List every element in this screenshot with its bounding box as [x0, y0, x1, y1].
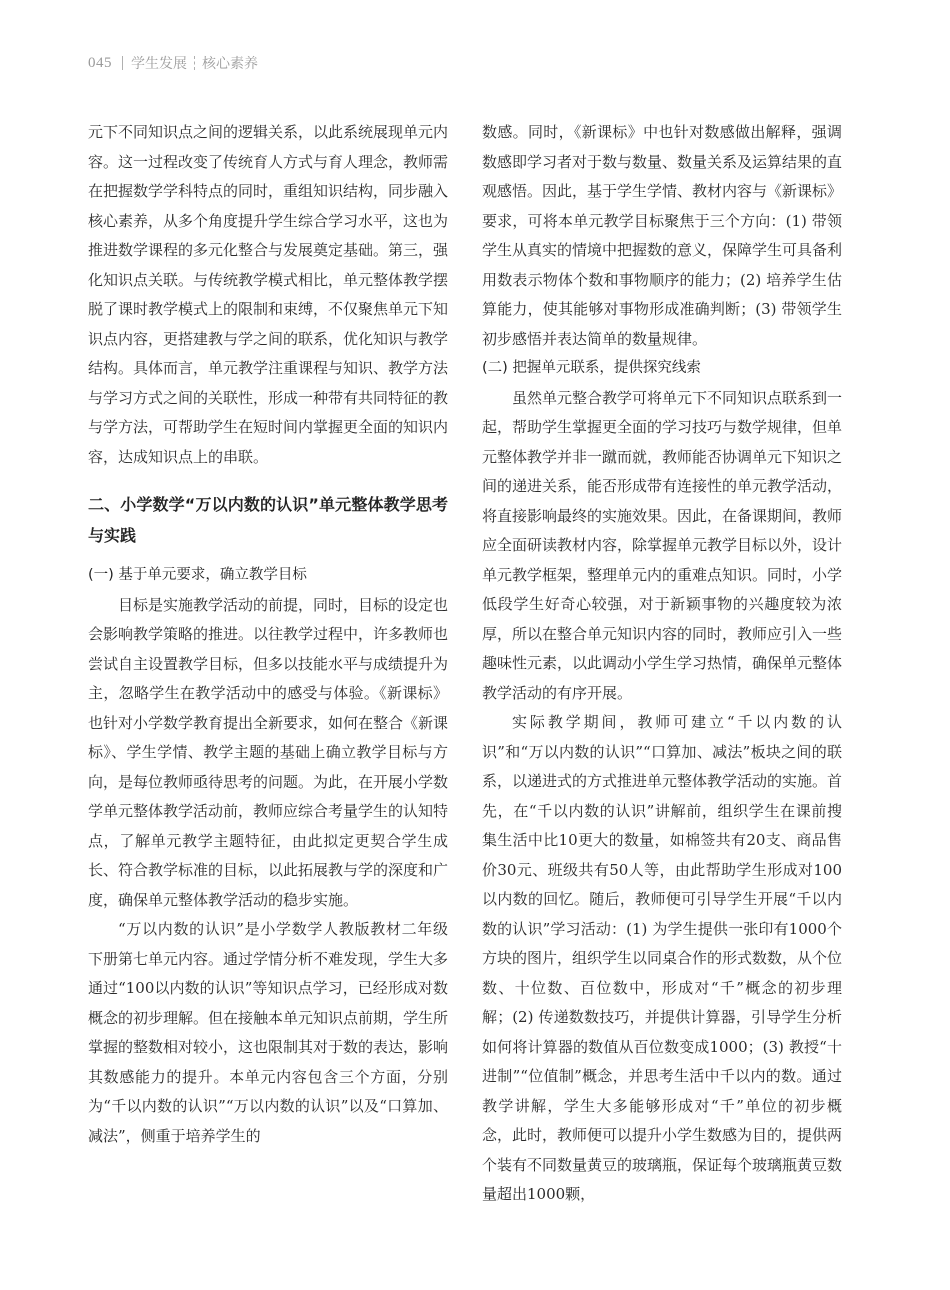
header-dashed-divider [194, 56, 195, 70]
right-paragraph-2: 虽然单元整合教学可将单元下不同知识点联系到一起，帮助学生掌握更全面的学习技巧与数学规律，但单元整体教学并非一蹴而就，教师能否协调单元下知识之间的递进关系，能否形成带有连接性的单元教学活动，将直接影响最终的实施效果。因此，在备课期间，教师应全面研读教材内容，除掌握单元教学目标以外，设计单元教学框架，整理单元内的重难点知识。同时，小学低段学生好奇心较强，对于新颖事物的兴趣度较为浓厚，所以在整合单元知识内容的同时，教师应引入一些趣味性元素，以此调动小学生学习热情，确保单元整体教学活动的有序开展。 [482, 388, 843, 702]
right-paragraph-3: 实际教学期间，教师可建立“千以内数的认识”和“万以内数的认识”“口算加、减法”板块之间的联系，以递进式的方式推进单元整体教学活动的实施。首先，在“千以内数的认识”讲解前，组织学生在课前搜集生活中比10更大的数量，如棉签共有20支、商品售价30元、班级共有50人等，由此帮助学生形成对100以内数的回忆。随后，教师便可引导学生开展“千以内数的认识”学习活动：(1) 为学生提供一张印有1000个方块的图片，组织学生以同桌合作的形式数数，从个位数、十位数、百位数中，形成对“千”概念的初步理解；(2) 传递数数技巧，并提供计算器，引导学生分析如何将计算器的数值从百位数变成1000；(3) 教授“十进制”“位值制”概念，并思考生活中千以内的数。通过教学讲解，学生大多能够形成对“千”单位的初步概念，此时，教师便可以提升小学生数感为目的，提供两个装有不同数量黄豆的玻璃瓶，保证每个玻璃瓶黄豆数量超出1000颗， [482, 713, 843, 1203]
left-paragraph-3: “万以内数的认识”是小学数学人教版教材二年级下册第七单元内容。通过学情分析不难发现，学生大多通过“100以内数的认识”等知识点学习，已经形成对数概念的初步理解。但在接触本单元知识点前期，学生所掌握的整数相对较小，这也限制其对于数的表达，影响其数感能力的提升。本单元内容包含三个方面，分别为“千以内数的认识”“万以内数的认识”以及“口算加、减法”，侧重于培养学生的 [88, 920, 449, 1145]
right-paragraph-1: 数感。同时，《新课标》中也针对数感做出解释，强调数感即学习者对于数与数量、数量关系及运算结果的直观感悟。因此，基于学生学情、教材内容与《新课标》要求，可将本单元教学目标聚焦于三个方向：(1) 带领学生从真实的情境中把握数的意义，保障学生可具备利用数表示物体个数和事物顺序的能力；(2) 培养学生估算能力，使其能够对事物形成准确判断；(3) 带领学生初步感悟并表达简单的数量规律。 [482, 123, 843, 348]
running-header [88, 50, 258, 76]
header-divider [122, 56, 123, 70]
header-subsection: 核心素养 [202, 56, 258, 72]
page-number: 045 [88, 54, 112, 71]
left-paragraph-1: 元下不同知识点之间的逻辑关系，以此系统展现单元内容。这一过程改变了传统育人方式与育人理念，教师需在把握数学学科特点的同时，重组知识结构，同步融入核心素养，从多个角度提升学生综合学习水平，这也为推进数学课程的多元化整合与发展奠定基础。第三，强化知识点关联。与传统教学模式相比，单元整体教学摆脱了课时教学模式上的限制和束缚，不仅聚焦单元下知识点内容，更搭建教与学之间的联系，优化知识与教学结构。具体而言，单元教学注重课程与知识、教学方法与学习方式之间的关联性，形成一种带有共同特征的教与学方法，可帮助学生在短时间内掌握更全面的知识内容，达成知识点上的串联。 [88, 123, 449, 466]
header-section: 学生发展 [131, 56, 187, 72]
left-paragraph-2: 目标是实施教学活动的前提，同时，目标的设定也会影响教学策略的推进。以往教学过程中，许多教师也尝试自主设置教学目标，但多以技能水平与成绩提升为主，忽略学生在教学活动中的感受与体验。《新课标》也针对小学数学教育提出全新要求，如何在整合《新课标》、学生学情、教学主题的基础上确立教学目标与方向，是每位教师亟待思考的问题。为此，在开展小学数学单元整体教学活动前，教师应综合考量学生的认知特点，了解单元教学主题特征，由此拟定更契合学生成长、符合教学标准的目标，以此拓展教与学的深度和广度，确保单元整体教学活动的稳步实施。 [88, 595, 449, 909]
subsection-heading-2: (二) 把握单元联系，提供探究线索 [482, 360, 701, 376]
subsection-heading-1: (一) 基于单元要求，确立教学目标 [88, 567, 307, 583]
left-column [88, 118, 448, 1151]
section-heading-2: 二、小学数学“万以内数的认识”单元整体教学思考与实践 [88, 495, 448, 545]
right-column [482, 118, 842, 1210]
